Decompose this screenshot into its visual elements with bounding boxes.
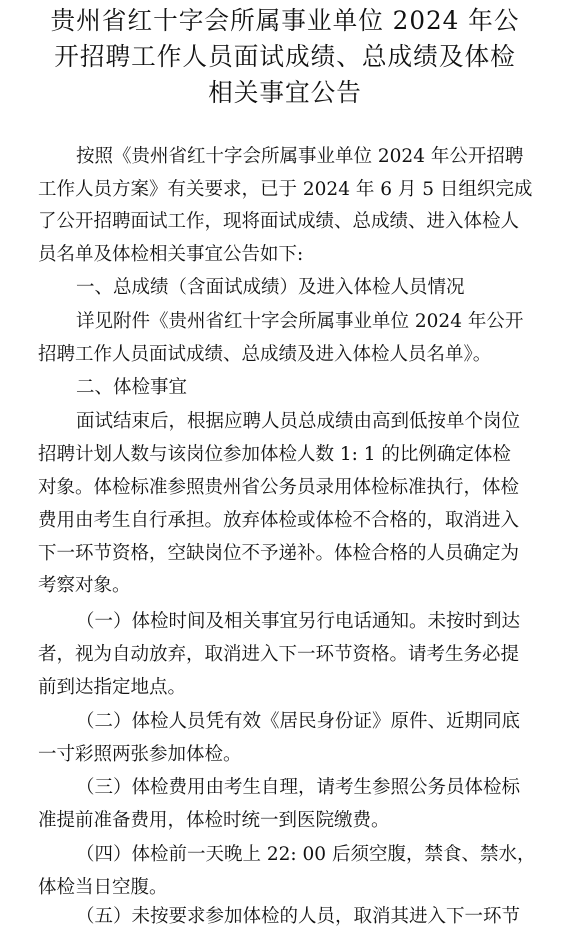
body-line: 考察对象。: [38, 575, 131, 596]
body-line: 招聘工作人员面试成绩、总成绩及进入体检人员名单》。: [38, 344, 492, 365]
body-line: 者，视为自动放弃，取消进入下一环节资格。请考生务必提: [38, 644, 520, 665]
body-line: 工作人员方案》有关要求，已于 2024 年 6 月 5 日组织完成: [38, 179, 533, 200]
title-line-1: 贵州省红十字会所属事业单位 2024 年公: [50, 6, 520, 35]
body-line: 前到达指定地点。: [38, 677, 187, 698]
body-line: 员名单及体检相关事宜公告如下:: [38, 244, 304, 265]
body-line: 一寸彩照两张参加体检。: [38, 744, 242, 765]
body-line: 了公开招聘面试工作，现将面试成绩、总成绩、进入体检人: [38, 211, 520, 232]
item-5: （五）未按要求参加体检的人员，取消其进入下一环节: [76, 906, 521, 927]
body-line: 下一环节资格，空缺岗位不予递补。体检合格的人员确定为: [38, 543, 520, 564]
item-3: （三）体检费用由考生自理，请考生参照公务员体检标: [76, 777, 521, 798]
title-line-2: 开招聘工作人员面试成绩、总成绩及体检: [54, 42, 516, 71]
body-line: 面试结束后，根据应聘人员总成绩由高到低按单个岗位: [76, 411, 521, 432]
item-4: （四）体检前一天晚上 22: 00 后须空腹，禁食、禁水，: [76, 844, 536, 865]
section-heading-2: 二、体检事宜: [76, 377, 188, 398]
body-line: 对象。体检标准参照贵州省公务员录用体检标准执行，体检: [38, 477, 520, 498]
body-line: 体检当日空腹。: [38, 877, 168, 898]
body-line: 详见附件《贵州省红十字会所属事业单位 2024 年公开: [76, 311, 524, 332]
item-1: （一）体检时间及相关事宜另行电话通知。未按时到达: [76, 611, 521, 632]
title-line-3: 相关事宜公告: [208, 78, 362, 107]
body-line: 准提前准备费用，体检时统一到医院缴费。: [38, 810, 390, 831]
body-line: 按照《贵州省红十字会所属事业单位 2024 年公开招聘: [76, 146, 524, 167]
body-line: 招聘计划人数与该岗位参加体检人数 1: 1 的比例确定体检: [38, 444, 511, 465]
item-2: （二）体检人员凭有效《居民身份证》原件、近期同底: [76, 711, 521, 732]
body-line: 费用由考生自行承担。放弃体检或体检不合格的，取消进入: [38, 510, 520, 531]
section-heading-1: 一、总成绩（含面试成绩）及进入体检人员情况: [76, 277, 465, 298]
